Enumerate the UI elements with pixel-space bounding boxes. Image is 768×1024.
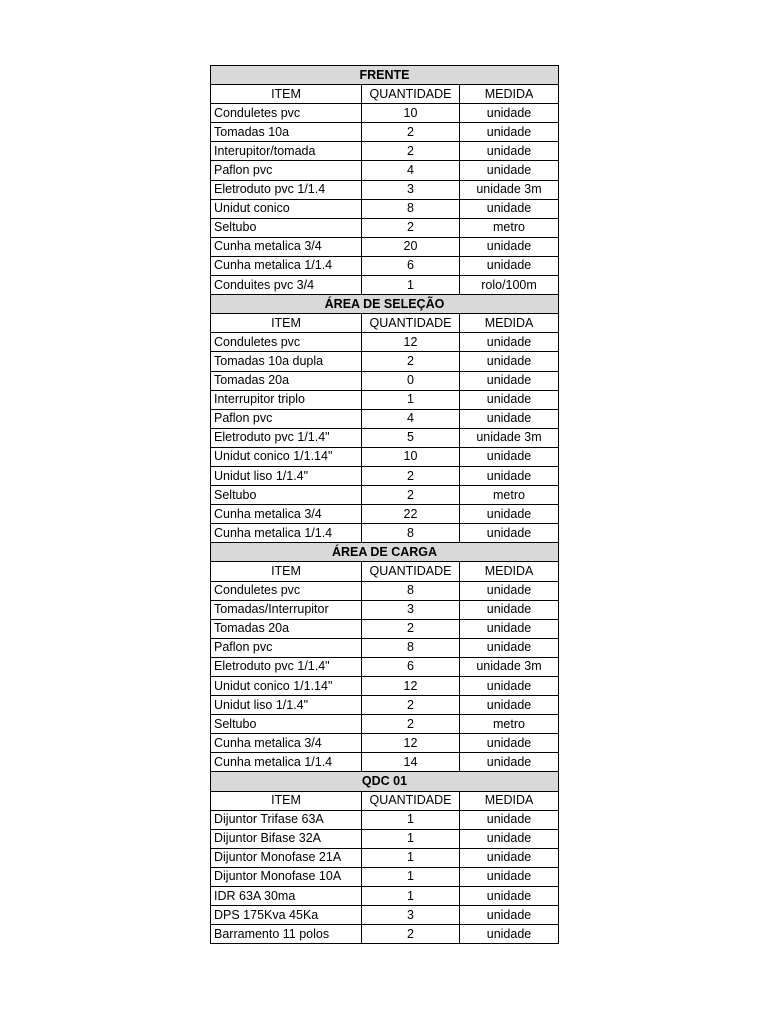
quantity-cell: 12 [362,734,460,753]
unit-cell: unidade [460,505,559,524]
item-cell: Interupitor/tomada [211,142,362,161]
column-header-unit: MEDIDA [460,791,559,810]
quantity-cell: 2 [362,218,460,237]
item-cell: Tomadas 20a [211,371,362,390]
item-cell: Conduletes pvc [211,581,362,600]
item-cell: Dijuntor Trifase 63A [211,810,362,829]
column-header-quantity: QUANTIDADE [362,85,460,104]
item-cell: DPS 175Kva 45Ka [211,906,362,925]
column-header-row [211,314,559,333]
quantity-cell: 8 [362,638,460,657]
unit-cell: unidade [460,810,559,829]
column-header-row [211,562,559,581]
item-cell: Interrupitor triplo [211,390,362,409]
table-row [211,581,559,600]
unit-cell: unidade [460,199,559,218]
table-row [211,619,559,638]
item-cell: Unidut conico [211,199,362,218]
item-cell: Tomadas 10a dupla [211,352,362,371]
quantity-cell: 22 [362,505,460,524]
table-row [211,123,559,142]
table-row [211,237,559,256]
unit-cell: rolo/100m [460,276,559,295]
item-cell: Cunha metalica 1/1.4 [211,753,362,772]
table-row [211,180,559,199]
quantity-cell: 2 [362,466,460,485]
table-row [211,104,559,123]
quantity-cell: 4 [362,161,460,180]
unit-cell: unidade [460,753,559,772]
unit-cell: unidade [460,466,559,485]
quantity-cell: 12 [362,677,460,696]
column-header-row [211,791,559,810]
table-row [211,428,559,447]
table-row [211,276,559,295]
unit-cell: unidade 3m [460,657,559,676]
table-row [211,829,559,848]
section-title: QDC 01 [211,772,559,791]
table-row [211,677,559,696]
item-cell: Barramento 11 polos [211,925,362,944]
unit-cell: unidade 3m [460,428,559,447]
table-row [211,810,559,829]
item-cell: Eletroduto pvc 1/1.4" [211,657,362,676]
quantity-cell: 2 [362,696,460,715]
table-row [211,696,559,715]
table-row [211,142,559,161]
quantity-cell: 1 [362,810,460,829]
unit-cell: unidade [460,237,559,256]
quantity-cell: 2 [362,715,460,734]
quantity-cell: 0 [362,371,460,390]
section-title-row [211,295,559,314]
materials-table-body [211,66,559,944]
unit-cell: unidade [460,677,559,696]
column-header-quantity: QUANTIDADE [362,791,460,810]
quantity-cell: 14 [362,753,460,772]
column-header-quantity: QUANTIDADE [362,314,460,333]
item-cell: Eletroduto pvc 1/1.4 [211,180,362,199]
item-cell: Cunha metalica 3/4 [211,505,362,524]
item-cell: Cunha metalica 1/1.4 [211,524,362,543]
item-cell: Cunha metalica 3/4 [211,237,362,256]
quantity-cell: 1 [362,829,460,848]
item-cell: Seltubo [211,715,362,734]
unit-cell: unidade [460,925,559,944]
table-row [211,371,559,390]
section-title: ÁREA DE CARGA [211,543,559,562]
unit-cell: unidade [460,390,559,409]
item-cell: Conduletes pvc [211,333,362,352]
unit-cell: metro [460,715,559,734]
quantity-cell: 2 [362,619,460,638]
table-row [211,753,559,772]
quantity-cell: 10 [362,104,460,123]
table-row [211,390,559,409]
unit-cell: metro [460,486,559,505]
quantity-cell: 8 [362,581,460,600]
section-title-row [211,543,559,562]
item-cell: Unidut conico 1/1.14" [211,447,362,466]
quantity-cell: 1 [362,276,460,295]
unit-cell: metro [460,218,559,237]
table-row [211,600,559,619]
quantity-cell: 8 [362,199,460,218]
section-title-row [211,772,559,791]
quantity-cell: 6 [362,657,460,676]
table-row [211,256,559,275]
column-header-item: ITEM [211,314,362,333]
quantity-cell: 12 [362,333,460,352]
item-cell: Seltubo [211,486,362,505]
quantity-cell: 3 [362,600,460,619]
section-title: FRENTE [211,66,559,85]
table-row [211,925,559,944]
unit-cell: unidade [460,696,559,715]
quantity-cell: 1 [362,848,460,867]
unit-cell: unidade [460,734,559,753]
quantity-cell: 1 [362,867,460,886]
unit-cell: unidade [460,638,559,657]
quantity-cell: 10 [362,447,460,466]
unit-cell: unidade [460,829,559,848]
item-cell: Paflon pvc [211,638,362,657]
item-cell: Unidut conico 1/1.14" [211,677,362,696]
unit-cell: unidade 3m [460,180,559,199]
quantity-cell: 6 [362,256,460,275]
column-header-quantity: QUANTIDADE [362,562,460,581]
table-row [211,447,559,466]
item-cell: Seltubo [211,218,362,237]
unit-cell: unidade [460,371,559,390]
item-cell: Paflon pvc [211,161,362,180]
column-header-unit: MEDIDA [460,85,559,104]
table-row [211,848,559,867]
unit-cell: unidade [460,161,559,180]
item-cell: Paflon pvc [211,409,362,428]
quantity-cell: 8 [362,524,460,543]
quantity-cell: 2 [362,123,460,142]
item-cell: Dijuntor Monofase 21A [211,848,362,867]
table-row [211,657,559,676]
table-row [211,715,559,734]
quantity-cell: 4 [362,409,460,428]
item-cell: Eletroduto pvc 1/1.4" [211,428,362,447]
table-row [211,867,559,886]
table-row [211,161,559,180]
item-cell: Tomadas/Interrupitor [211,600,362,619]
unit-cell: unidade [460,123,559,142]
quantity-cell: 20 [362,237,460,256]
unit-cell: unidade [460,142,559,161]
unit-cell: unidade [460,104,559,123]
table-row [211,486,559,505]
column-header-item: ITEM [211,85,362,104]
table-row [211,333,559,352]
section-title: ÁREA DE SELEÇÃO [211,295,559,314]
column-header-item: ITEM [211,562,362,581]
table-row [211,352,559,371]
unit-cell: unidade [460,906,559,925]
item-cell: Cunha metalica 1/1.4 [211,256,362,275]
unit-cell: unidade [460,600,559,619]
column-header-item: ITEM [211,791,362,810]
unit-cell: unidade [460,256,559,275]
column-header-unit: MEDIDA [460,314,559,333]
item-cell: IDR 63A 30ma [211,887,362,906]
quantity-cell: 3 [362,180,460,199]
item-cell: Conduites pvc 3/4 [211,276,362,295]
unit-cell: unidade [460,409,559,428]
unit-cell: unidade [460,887,559,906]
table-row [211,466,559,485]
table-row [211,218,559,237]
section-title-row [211,66,559,85]
column-header-row [211,85,559,104]
item-cell: Tomadas 20a [211,619,362,638]
unit-cell: unidade [460,581,559,600]
item-cell: Dijuntor Monofase 10A [211,867,362,886]
quantity-cell: 1 [362,390,460,409]
item-cell: Unidut liso 1/1.4" [211,466,362,485]
quantity-cell: 2 [362,352,460,371]
column-header-unit: MEDIDA [460,562,559,581]
unit-cell: unidade [460,619,559,638]
quantity-cell: 1 [362,887,460,906]
quantity-cell: 2 [362,142,460,161]
quantity-cell: 5 [362,428,460,447]
materials-table [210,65,559,944]
table-row [211,524,559,543]
unit-cell: unidade [460,524,559,543]
item-cell: Tomadas 10a [211,123,362,142]
quantity-cell: 2 [362,486,460,505]
item-cell: Dijuntor Bifase 32A [211,829,362,848]
table-row [211,906,559,925]
unit-cell: unidade [460,447,559,466]
item-cell: Cunha metalica 3/4 [211,734,362,753]
unit-cell: unidade [460,352,559,371]
item-cell: Conduletes pvc [211,104,362,123]
table-row [211,505,559,524]
table-row [211,199,559,218]
quantity-cell: 2 [362,925,460,944]
unit-cell: unidade [460,333,559,352]
quantity-cell: 3 [362,906,460,925]
table-row [211,734,559,753]
unit-cell: unidade [460,867,559,886]
unit-cell: unidade [460,848,559,867]
table-row [211,409,559,428]
table-row [211,887,559,906]
table-row [211,638,559,657]
item-cell: Unidut liso 1/1.4" [211,696,362,715]
